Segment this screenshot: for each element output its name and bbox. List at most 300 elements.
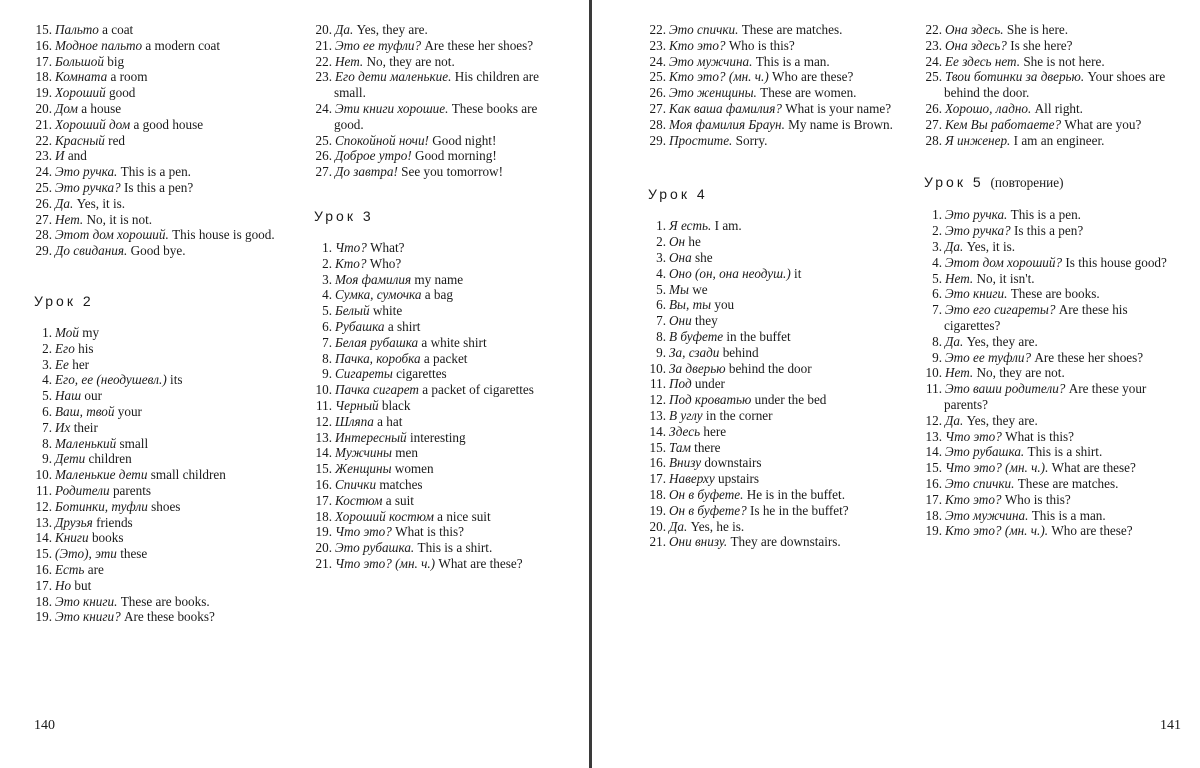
entry-number: 13. bbox=[315, 429, 332, 445]
english-translation: No, it isn't. bbox=[976, 270, 1035, 286]
russian-phrase: Это книги? bbox=[55, 609, 121, 625]
russian-phrase: Он в буфете? bbox=[669, 502, 747, 518]
vocab-entry bbox=[924, 22, 1186, 38]
entry-number: 7. bbox=[932, 302, 942, 318]
entry-number: 14. bbox=[315, 445, 332, 461]
english-translation: cigarettes bbox=[396, 366, 447, 382]
english-translation: Is he in the buffet? bbox=[750, 502, 849, 518]
english-translation: small bbox=[119, 435, 149, 451]
russian-phrase: Вы, ты bbox=[669, 297, 712, 313]
russian-phrase: Дети bbox=[55, 451, 86, 467]
vocab-entry bbox=[314, 319, 562, 335]
russian-phrase: Кем Вы работаете? bbox=[945, 116, 1062, 132]
entry-list-lesson3 bbox=[314, 240, 562, 572]
entry-number: 20. bbox=[315, 22, 332, 37]
english-translation: a packet bbox=[423, 350, 468, 366]
entry-number: 1. bbox=[322, 239, 332, 255]
russian-phrase: Да. bbox=[55, 195, 74, 211]
russian-phrase: Модное пальто bbox=[55, 37, 143, 53]
vocab-entry bbox=[314, 477, 562, 493]
russian-phrase: Кто? bbox=[335, 255, 367, 271]
entry-number: 10. bbox=[315, 382, 332, 398]
entry-number: 16. bbox=[35, 561, 52, 577]
russian-phrase: Черный bbox=[335, 397, 379, 413]
vocab-entry bbox=[314, 445, 562, 461]
vocab-entry bbox=[648, 297, 898, 313]
russian-phrase: Это ваши родители? bbox=[945, 381, 1066, 397]
english-translation: This is a man. bbox=[1031, 507, 1106, 523]
russian-phrase: Кто это? (мн. ч.). bbox=[945, 523, 1049, 539]
vocab-entry bbox=[648, 408, 898, 424]
entry-list-lesson5 bbox=[924, 207, 1186, 539]
english-translation: What are these? bbox=[438, 555, 523, 571]
right-page bbox=[608, 0, 1200, 768]
english-translation: What? bbox=[370, 239, 405, 255]
russian-phrase: Комната bbox=[55, 69, 108, 85]
russian-phrase: Да. bbox=[669, 518, 688, 534]
book-gutter bbox=[589, 0, 592, 768]
entry-number: 28. bbox=[35, 227, 52, 243]
russian-phrase: Это ручка. bbox=[55, 164, 118, 180]
russian-phrase: Ее здесь нет. bbox=[945, 53, 1021, 69]
vocab-entry bbox=[34, 546, 296, 562]
russian-phrase: Простите. bbox=[669, 132, 733, 148]
vocab-entry bbox=[314, 493, 562, 509]
entry-number: 5. bbox=[932, 270, 942, 286]
entry-number: 25. bbox=[649, 69, 666, 85]
entry-number: 11. bbox=[316, 397, 332, 413]
entry-number: 13. bbox=[925, 428, 942, 444]
entry-number: 18. bbox=[35, 69, 52, 85]
russian-phrase: Что это? bbox=[945, 428, 1002, 444]
vocab-entry bbox=[34, 420, 296, 436]
russian-phrase: Они bbox=[669, 313, 692, 329]
russian-phrase: Да. bbox=[335, 22, 354, 37]
english-translation: are bbox=[87, 561, 104, 577]
vocab-entry bbox=[924, 271, 1186, 287]
russian-phrase: Это его сигареты? bbox=[945, 302, 1056, 318]
entry-number: 19. bbox=[315, 524, 332, 540]
entry-number: 16. bbox=[35, 37, 52, 53]
entry-number: 8. bbox=[42, 435, 52, 451]
entry-number: 16. bbox=[315, 476, 332, 492]
english-translation: I am. bbox=[714, 218, 742, 234]
russian-phrase: До свидания. bbox=[55, 243, 128, 259]
english-translation: he bbox=[688, 234, 701, 250]
entry-number: 6. bbox=[42, 403, 52, 419]
vocab-entry bbox=[648, 487, 898, 503]
entry-number: 21. bbox=[649, 534, 666, 550]
english-translation: good bbox=[109, 85, 136, 101]
russian-phrase: Белая рубашка bbox=[335, 334, 419, 350]
vocab-entry bbox=[924, 117, 1186, 133]
russian-phrase: Как ваша фамилия? bbox=[669, 100, 782, 116]
russian-phrase: Сумка, сумочка bbox=[335, 287, 422, 303]
entry-number: 3. bbox=[656, 249, 666, 265]
russian-phrase: Я есть. bbox=[669, 218, 712, 234]
russian-phrase: Костюм bbox=[335, 492, 383, 508]
russian-phrase: Кто это? bbox=[669, 37, 726, 53]
english-translation: a nice suit bbox=[437, 508, 491, 524]
english-translation: a packet of cigarettes bbox=[422, 382, 534, 398]
russian-phrase: Это ее туфли? bbox=[335, 37, 422, 53]
russian-phrase: Она bbox=[669, 249, 692, 265]
russian-phrase: Ее bbox=[55, 356, 69, 372]
entry-number: 27. bbox=[925, 116, 942, 132]
english-translation: These are books. bbox=[1010, 286, 1100, 302]
english-translation: under the bed bbox=[754, 392, 827, 408]
entry-number: 21. bbox=[315, 555, 332, 571]
vocab-entry bbox=[648, 424, 898, 440]
russian-phrase: Я инженер. bbox=[945, 132, 1011, 148]
vocab-entry bbox=[34, 483, 296, 499]
english-translation: She is here. bbox=[1006, 22, 1069, 37]
vocab-entry bbox=[34, 22, 296, 38]
entry-number: 27. bbox=[649, 100, 666, 116]
vocab-entry bbox=[34, 243, 296, 259]
russian-phrase: Женщины bbox=[335, 461, 392, 477]
russian-phrase: Он в буфете. bbox=[669, 486, 744, 502]
english-translation: a white shirt bbox=[421, 334, 487, 350]
vocab-entry bbox=[314, 524, 562, 540]
english-translation: matches bbox=[379, 476, 423, 492]
russian-phrase: Что это? (мн. ч.). bbox=[945, 460, 1049, 476]
vocab-entry bbox=[314, 540, 562, 556]
vocab-entry bbox=[34, 54, 296, 70]
vocab-entry bbox=[34, 436, 296, 452]
english-translation: a shirt bbox=[387, 318, 421, 334]
right-column-1 bbox=[648, 22, 898, 550]
russian-phrase: Хороший костюм bbox=[335, 508, 434, 524]
entry-number: 16. bbox=[925, 475, 942, 491]
english-translation: interesting bbox=[409, 429, 466, 445]
lesson-4-heading: Урок 4 bbox=[648, 186, 708, 203]
entry-number: 8. bbox=[656, 328, 666, 344]
lesson-5-subtitle: (повторение) bbox=[990, 175, 1064, 191]
entry-number: 16. bbox=[649, 455, 666, 471]
russian-phrase: Что это? (мн. ч.) bbox=[335, 555, 436, 571]
russian-phrase: Это мужчина. bbox=[669, 53, 753, 69]
entry-number: 24. bbox=[35, 164, 52, 180]
entry-number: 6. bbox=[656, 297, 666, 313]
vocab-entry bbox=[924, 54, 1186, 70]
entry-number: 10. bbox=[35, 467, 52, 483]
english-translation: No, it is not. bbox=[86, 211, 153, 227]
vocab-entry bbox=[648, 440, 898, 456]
entry-list-lesson4-end bbox=[924, 22, 1186, 148]
russian-phrase: (Это), эти bbox=[55, 546, 117, 562]
vocab-entry bbox=[924, 334, 1186, 350]
vocab-entry bbox=[34, 404, 296, 420]
vocab-entry bbox=[314, 351, 562, 367]
english-translation: it bbox=[794, 265, 802, 281]
vocab-entry bbox=[924, 381, 1186, 413]
english-translation: Who are these? bbox=[1051, 523, 1133, 539]
russian-phrase: Это рубашка. bbox=[335, 540, 415, 556]
page-number-right: 141 bbox=[1160, 718, 1181, 733]
english-translation: No, they are not. bbox=[976, 365, 1065, 381]
english-translation: there bbox=[694, 439, 721, 455]
russian-phrase: Сигареты bbox=[335, 366, 393, 382]
entry-number: 25. bbox=[315, 132, 332, 148]
russian-phrase: Интересный bbox=[335, 429, 407, 445]
vocab-entry bbox=[314, 366, 562, 382]
vocab-entry bbox=[648, 85, 898, 101]
english-translation: Good bye. bbox=[130, 243, 186, 259]
vocab-entry bbox=[648, 519, 898, 535]
russian-phrase: Оно (он, она неодуш.) bbox=[669, 265, 791, 281]
english-translation: Are these her shoes? bbox=[424, 37, 534, 53]
vocab-entry bbox=[34, 467, 296, 483]
english-translation: she bbox=[694, 249, 713, 265]
entry-number: 23. bbox=[649, 37, 666, 53]
vocab-entry bbox=[34, 180, 296, 196]
english-translation: No, they are not. bbox=[366, 53, 455, 69]
vocab-entry bbox=[924, 365, 1186, 381]
russian-phrase: Это ручка. bbox=[945, 207, 1008, 223]
vocab-entry bbox=[34, 451, 296, 467]
vocab-entry bbox=[648, 503, 898, 519]
english-translation: men bbox=[395, 445, 418, 461]
vocab-entry bbox=[314, 148, 562, 164]
english-translation: their bbox=[73, 419, 98, 435]
english-translation: Is this a pen? bbox=[1013, 223, 1084, 239]
entry-number: 12. bbox=[35, 498, 52, 514]
vocab-entry bbox=[648, 534, 898, 550]
vocab-entry bbox=[648, 54, 898, 70]
russian-phrase: До завтра! bbox=[335, 164, 398, 180]
entry-number: 2. bbox=[656, 234, 666, 250]
entry-number: 1. bbox=[932, 207, 942, 223]
entry-number: 15. bbox=[925, 460, 942, 476]
entry-number: 3. bbox=[42, 356, 52, 372]
vocab-entry bbox=[648, 218, 898, 234]
entry-number: 2. bbox=[322, 255, 332, 271]
vocab-entry bbox=[648, 234, 898, 250]
entry-number: 22. bbox=[315, 53, 332, 69]
english-translation: my name bbox=[414, 271, 464, 287]
entry-number: 4. bbox=[42, 372, 52, 388]
vocab-entry bbox=[924, 286, 1186, 302]
english-translation: her bbox=[72, 356, 90, 372]
english-translation: your bbox=[117, 403, 142, 419]
entry-number: 14. bbox=[35, 530, 52, 546]
russian-phrase: Доброе утро! bbox=[335, 148, 412, 164]
russian-phrase: Под кроватью bbox=[669, 392, 752, 408]
english-translation: parents bbox=[112, 482, 152, 498]
english-translation: These are books. bbox=[120, 593, 210, 609]
vocab-entry bbox=[314, 303, 562, 319]
russian-phrase: Родители bbox=[55, 482, 110, 498]
entry-number: 19. bbox=[35, 609, 52, 625]
english-translation: in the buffet bbox=[726, 328, 791, 344]
russian-phrase: Моя фамилия bbox=[335, 271, 412, 287]
vocab-entry bbox=[924, 523, 1186, 539]
english-translation: Yes, they are. bbox=[966, 333, 1038, 349]
english-translation: we bbox=[692, 281, 708, 297]
russian-phrase: Большой bbox=[55, 53, 104, 69]
entry-number: 11. bbox=[926, 381, 942, 397]
russian-phrase: Маленький bbox=[55, 435, 117, 451]
english-translation: a hat bbox=[377, 413, 403, 429]
english-translation: They are downstairs. bbox=[730, 534, 841, 550]
vocab-entry bbox=[924, 429, 1186, 445]
entry-number: 27. bbox=[35, 211, 52, 227]
english-translation: Are these her shoes? bbox=[1034, 349, 1144, 365]
russian-phrase: И bbox=[55, 148, 65, 164]
entry-number: 1. bbox=[42, 324, 52, 340]
entry-number: 26. bbox=[315, 148, 332, 164]
english-translation: These books are good. bbox=[334, 100, 538, 132]
vocab-entry bbox=[648, 361, 898, 377]
entry-number: 18. bbox=[315, 508, 332, 524]
english-translation: What is this? bbox=[395, 524, 465, 540]
russian-phrase: Что? bbox=[335, 239, 367, 255]
entry-number: 14. bbox=[925, 444, 942, 460]
russian-phrase: Спокойной ночи! bbox=[335, 132, 429, 148]
english-translation: I am an engineer. bbox=[1013, 132, 1105, 148]
vocab-entry bbox=[648, 345, 898, 361]
vocab-entry bbox=[924, 444, 1186, 460]
russian-phrase: В буфете bbox=[669, 328, 724, 344]
english-translation: but bbox=[74, 577, 92, 593]
russian-phrase: Это ручка? bbox=[945, 223, 1011, 239]
russian-phrase: Его bbox=[55, 340, 75, 356]
vocab-entry bbox=[34, 85, 296, 101]
english-translation: This house is good. bbox=[172, 227, 275, 243]
english-translation: behind bbox=[722, 344, 759, 360]
entry-number: 29. bbox=[35, 243, 52, 259]
entry-number: 14. bbox=[649, 423, 666, 439]
entry-number: 22. bbox=[925, 22, 942, 37]
vocab-entry bbox=[648, 282, 898, 298]
english-translation: small children bbox=[150, 467, 226, 483]
vocab-entry bbox=[34, 196, 296, 212]
entry-number: 9. bbox=[932, 349, 942, 365]
entry-number: 9. bbox=[42, 451, 52, 467]
vocab-entry bbox=[314, 54, 562, 70]
russian-phrase: Маленькие дети bbox=[55, 467, 148, 483]
left-column-1 bbox=[34, 22, 296, 625]
russian-phrase: Под bbox=[669, 376, 692, 392]
vocab-entry bbox=[314, 382, 562, 398]
entry-number: 23. bbox=[315, 69, 332, 85]
vocab-entry bbox=[648, 133, 898, 149]
vocab-entry bbox=[314, 461, 562, 477]
entry-number: 2. bbox=[42, 340, 52, 356]
entry-number: 25. bbox=[35, 179, 52, 195]
russian-phrase: Кто это? bbox=[945, 491, 1002, 507]
russian-phrase: За дверью bbox=[669, 360, 726, 376]
entry-number: 22. bbox=[35, 132, 52, 148]
vocab-entry bbox=[924, 207, 1186, 223]
entry-number: 11. bbox=[650, 376, 666, 392]
vocab-entry bbox=[924, 255, 1186, 271]
entry-number: 20. bbox=[35, 100, 52, 116]
vocab-entry bbox=[314, 556, 562, 572]
entry-number: 20. bbox=[315, 540, 332, 556]
vocab-entry bbox=[924, 38, 1186, 54]
english-translation: These are matches. bbox=[1017, 475, 1119, 491]
vocab-entry bbox=[314, 22, 562, 38]
entry-number: 4. bbox=[656, 265, 666, 281]
vocab-entry bbox=[924, 69, 1186, 101]
vocab-entry bbox=[314, 164, 562, 180]
russian-phrase: Спички bbox=[335, 476, 377, 492]
entry-number: 18. bbox=[925, 507, 942, 523]
russian-phrase: Но bbox=[55, 577, 72, 593]
lesson-5-title: Урок 5 bbox=[924, 174, 984, 191]
english-translation: This is a man. bbox=[755, 53, 830, 69]
vocab-entry bbox=[924, 350, 1186, 366]
russian-phrase: Нет. bbox=[55, 211, 84, 227]
english-translation: Yes, they are. bbox=[356, 22, 428, 37]
vocab-entry bbox=[648, 22, 898, 38]
entry-number: 7. bbox=[42, 419, 52, 435]
vocab-entry bbox=[924, 492, 1186, 508]
english-translation: Who is this? bbox=[728, 37, 795, 53]
vocab-entry bbox=[314, 430, 562, 446]
english-translation: These are matches. bbox=[741, 22, 843, 37]
english-translation: Yes, they are. bbox=[966, 412, 1038, 428]
entry-number: 17. bbox=[35, 53, 52, 69]
russian-phrase: Мы bbox=[669, 281, 689, 297]
entry-number: 1. bbox=[656, 218, 666, 234]
english-translation: friends bbox=[96, 514, 133, 530]
english-translation: black bbox=[381, 397, 411, 413]
english-translation: in the corner bbox=[705, 407, 773, 423]
vocab-entry bbox=[314, 398, 562, 414]
russian-phrase: Есть bbox=[55, 561, 85, 577]
vocab-entry bbox=[924, 413, 1186, 429]
russian-phrase: Рубашка bbox=[335, 318, 385, 334]
vocab-entry bbox=[34, 562, 296, 578]
entry-number: 17. bbox=[315, 492, 332, 508]
english-translation: upstairs bbox=[718, 471, 760, 487]
english-translation: Sorry. bbox=[735, 132, 768, 148]
vocab-entry bbox=[34, 530, 296, 546]
russian-phrase: За, сзади bbox=[669, 344, 720, 360]
vocab-entry bbox=[34, 578, 296, 594]
vocab-entry bbox=[648, 376, 898, 392]
right-column-2 bbox=[924, 22, 1186, 539]
russian-phrase: Это мужчина. bbox=[945, 507, 1029, 523]
vocab-entry bbox=[34, 212, 296, 228]
vocab-entry bbox=[648, 38, 898, 54]
english-translation: here bbox=[703, 423, 727, 439]
russian-phrase: Эти книги хорошие. bbox=[335, 100, 449, 116]
vocab-entry bbox=[314, 509, 562, 525]
left-column-2 bbox=[314, 22, 562, 572]
vocab-entry bbox=[648, 392, 898, 408]
english-translation: under bbox=[694, 376, 725, 392]
english-translation: What are you? bbox=[1064, 116, 1142, 132]
english-translation: they bbox=[694, 313, 718, 329]
russian-phrase: Это книги. bbox=[55, 593, 118, 609]
russian-phrase: Дом bbox=[55, 100, 78, 116]
english-translation: Yes, it is. bbox=[966, 238, 1016, 254]
entry-number: 22. bbox=[649, 22, 666, 37]
entry-number: 6. bbox=[322, 318, 332, 334]
vocab-entry bbox=[314, 335, 562, 351]
vocab-entry bbox=[34, 164, 296, 180]
entry-number: 21. bbox=[315, 37, 332, 53]
entry-number: 26. bbox=[35, 195, 52, 211]
english-translation: Good morning! bbox=[415, 148, 497, 164]
lesson-5-heading bbox=[924, 174, 1186, 191]
entry-number: 28. bbox=[649, 116, 666, 132]
russian-phrase: Это спички. bbox=[945, 475, 1015, 491]
